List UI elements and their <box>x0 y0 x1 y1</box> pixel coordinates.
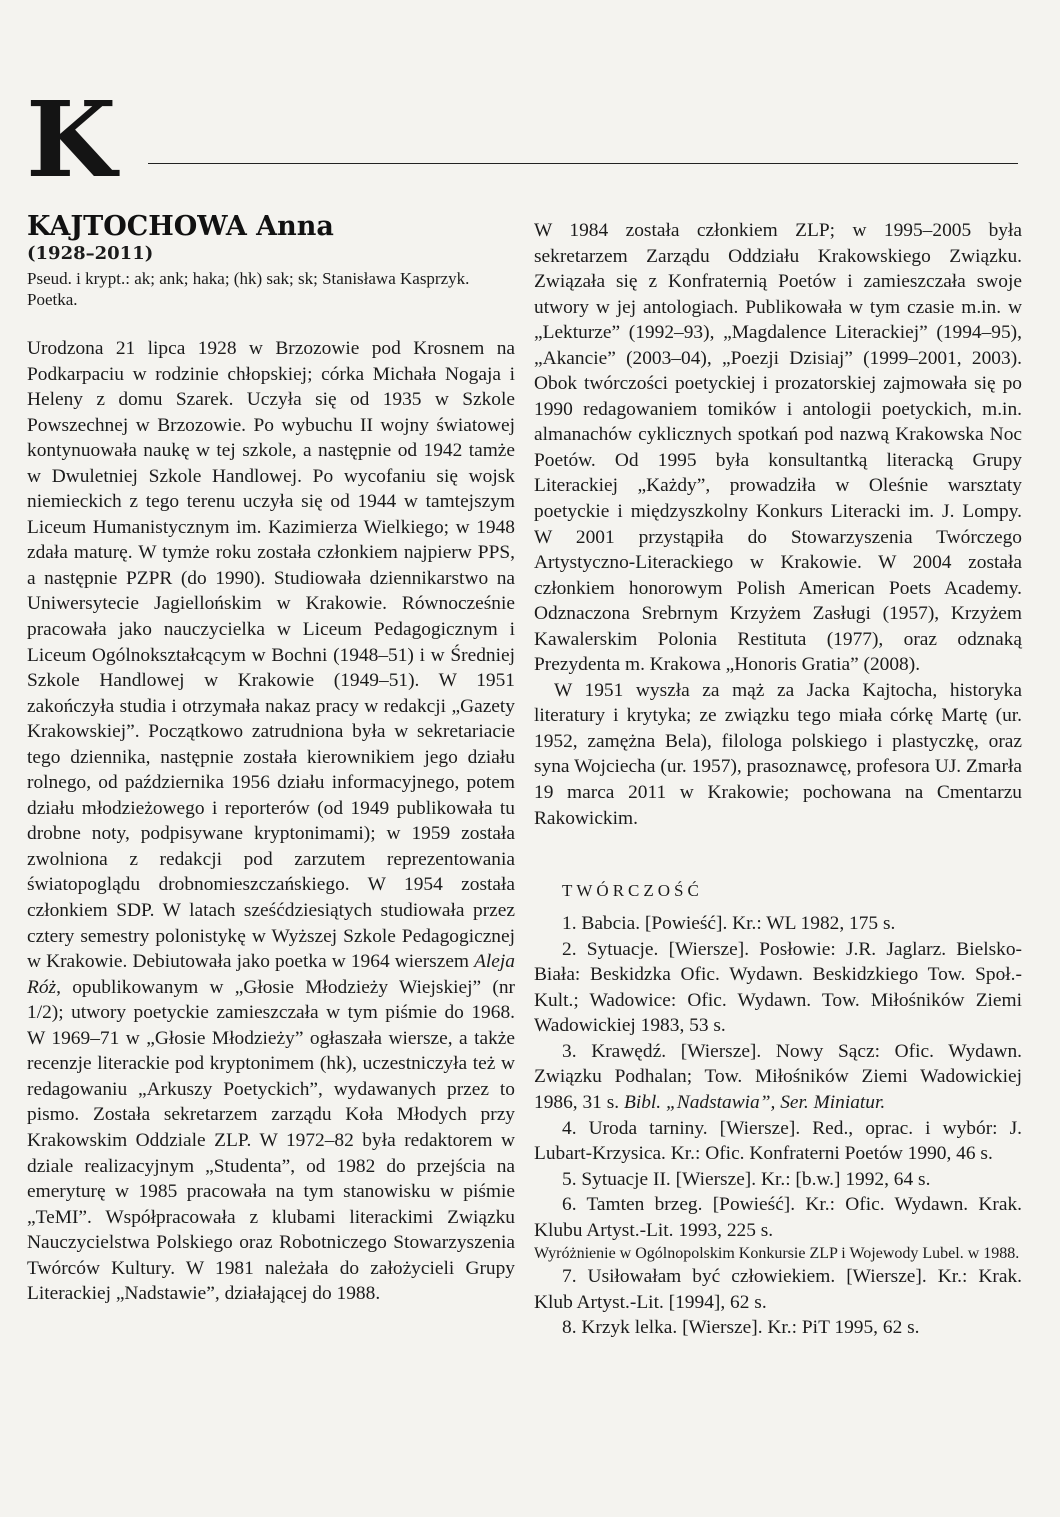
work-6-award-note: Wyróżnienie w Ogólnopolskim Konkursie ZLP i Wojewody Lubel. w 1988. <box>534 1245 1020 1263</box>
entry-role: Poetka. <box>27 290 78 309</box>
work-item: 7. Usiłowałam być człowiekiem. [Wiersze]. Kr.: Krak. Klub Artyst.-Lit. [1994], 62 s. <box>534 1266 1022 1313</box>
work-item: 5. Sytuacje II. [Wiersze]. Kr.: [b.w.] 1992, 64 s. <box>562 1168 931 1190</box>
biography-text-1: Urodzona 21 lipca 1928 w Brzozowie pod Krosnem na Podkarpaciu w rodzinie chłopskiej; córka Michała Nogaja i Heleny z domu Szarek. Uczyła się od 1935 w Szkole Powszechnej w Brzozowie. Po wybuchu II wojny światowej kontynuowała naukę w tej szkole, a następnie od 1942 tamże w Dwuletniej Szkole Handlowej. Po wycofaniu się wojsk niemieckich z tego terenu uczyła się od 1944 w tamtejszym Liceum Humanistycznym im. Kazimierza Wielkiego; w 1948 zdała maturę. W tymże roku została członkiem najpierw PPS, a następnie PZPR (do 1990). Studiowała dziennikarstwo na Uniwersytecie Jagiellońskim w Krakowie. Równocześnie pracowała jako nauczycielka w Liceum Pedagogicznym i Liceum Ogólnokształcącym w Bochni (1948–51) i w Średniej Szkole Handlowej w Krakowie (1949–51). W 1951 zakończyła studia i otrzymała nakaz pracy w redakcji „Gazety Krakowskiej”. Początkowo zatrudniona była w sekretariacie tego dziennika, następnie została kierownikiem jego działu rolnego, od października 1956 działu informacyjnego, potem działu młodzieżowego i reporterów (od 1949 publikowała tu drobne noty, podpisywane kryptonimami); w 1959 została zwolniona z redakcji pod zarzutem reprezentowania światopoglądu drobnomieszczańskiego. W 1954 została członkiem SDP. W latach sześćdziesiątych studiowała przez cztery semestry polonistykę w Wyższej Szkole Pedagogicznej w Krakowie. Debiutowała jako poetka w 1964 wierszem <box>27 338 515 973</box>
biography-text-2: , opublikowanym w „Głosie Młodzieży Wiejskiej” (nr 1/2); utwory poetyckie zamieszczała w tym piśmie do 1968. W 1969–71 w „Głosie Młodzieży” ogłaszała wiersze, a także recenzje literackie pod kryptonimem (hk), uczestniczyła też w redagowaniu „Arkuszy Poetyckich”, wydawanych przez to pismo. Została sekretarzem zarządu Koła Młodych przy Krakowskim Oddziale ZLP. W 1972–82 była redaktorem w dziale realizacyjnym „Studenta”, od 1982 do przejścia na emeryturę w 1985 pracowała na tym stanowisku w piśmie „TeMI”. Współpracowała z klubami literackimi Związku Nauczycielstwa Polskiego oraz Robotniczego Stowarzyszenia Twórców Kultury. W 1981 należała do założycieli Grupy Literackiej „Nadstawie”, działającej do 1988. <box>27 976 515 1305</box>
work-item: 8. Krzyk lelka. [Wiersze]. Kr.: PiT 1995, 62 s. <box>562 1317 920 1339</box>
work-item: 1. Babcia. [Powieść]. Kr.: WL 1982, 175 s. <box>562 913 896 935</box>
entry-name: KAJTOCHOWA Anna <box>27 211 334 242</box>
biography-paragraph-continued: W 1984 została członkiem ZLP; w 1995–2005 była sekretarzem Zarządu Oddziału Krakowskiego Związku. Związała się z Konfraternią Poetów i zamieszczała swoje utwory w jej antologiach. Publikowała w tym czasie m.in. w „Lekturze” (1992–93), „Magdalence Literackiej” (1994–95), „Akancie” (2003–04), „Poezji Dzisiaj” (1999–2001, 2003). Obok twórczości poetyckiej i prozatorskiej zajmowała się po 1990 redagowaniem tomików i antologii poetyckich, m.in. almanachów cyklicznych spotkań pod nazwą Krakowska Noc Poetów. Od 1995 była konsultantką literacką Grupy Literackiej „Każdy”, prowadziła w Oleśnie warsztaty poetyckie i międzyszkolny Konkurs Literacki im. J. Lompy. W 2001 przystąpiła do Stowarzyszenia Twórczego Artystyczno-Literackiego w Krakowie. W 2004 została członkiem honorowym Polish American Poets Academy. Odznaczona Srebrnym Krzyżem Zasługi (1957), Krzyżem Kawalerskim Polonia Restituta (1977), oraz odznaką Prezydenta m. Krakowa „Honoris Gratia” (2008). <box>534 220 1022 676</box>
work-item <box>534 1039 1022 1116</box>
work-item: 2. Sytuacje. [Wiersze]. Posłowie: J.R. Jaglarz. Bielsko-Biała: Beskidzka Ofic. Wydawn. Beskidzkiego Tow. Społ.-Kult.; Wadowice: Ofic. Wydawn. Tow. Miłośników Ziemi Wadowickiej 1983, 53 s. <box>534 938 1022 1037</box>
works-list <box>534 911 1022 1341</box>
section-letter: K <box>26 78 117 201</box>
debut-poem-title: Aleja Róż <box>27 951 515 998</box>
work-item: 6. Tamten brzeg. [Powieść]. Kr.: Ofic. Wydawn. Krak. Klubu Artyst.-Lit. 1993, 225 s. <box>534 1194 1022 1241</box>
entry-pseudonyms: Pseud. i krypt.: ak; ank; haka; (hk) sak; sk; Stanisława Kasprzyk. <box>27 269 470 288</box>
work-3-text: 3. Krawędź. [Wiersze]. Nowy Sącz: Ofic. Wydawn. Związku Podhalan; Tow. Miłośników Ziemi Wadowickiej 1986, 31 s. <box>534 1040 1022 1113</box>
biography-paragraph <box>27 336 515 1307</box>
work-item: 4. Uroda tarniny. [Wiersze]. Red., oprac. i wybór: J. Lubart-Krzysica. Kr.: Ofic. Konfraterni Poetów 1990, 46 s. <box>534 1117 1022 1165</box>
left-column <box>27 212 515 1307</box>
right-column <box>534 218 1022 1341</box>
entry-years: (1928–2011) <box>27 243 154 264</box>
section-rule <box>148 163 1018 164</box>
works-heading: TWÓRCZOŚĆ <box>562 881 703 901</box>
work-3-series: Bibl. „Nadstawia”, Ser. Miniatur. <box>623 1091 886 1113</box>
family-paragraph: W 1951 wyszła za mąż za Jacka Kajtocha, historyka literatury i krytyka; ze związku tego miała córkę Martę (ur. 1952, zamężna Bela), filologa polskiego i plastyczkę, oraz syna Wojciecha (ur. 1957), prasoznawcę, profesora UJ. Zmarła 19 marca 2011 w Krakowie; pochowana na Cmentarzu Rakowickim. <box>534 679 1022 829</box>
